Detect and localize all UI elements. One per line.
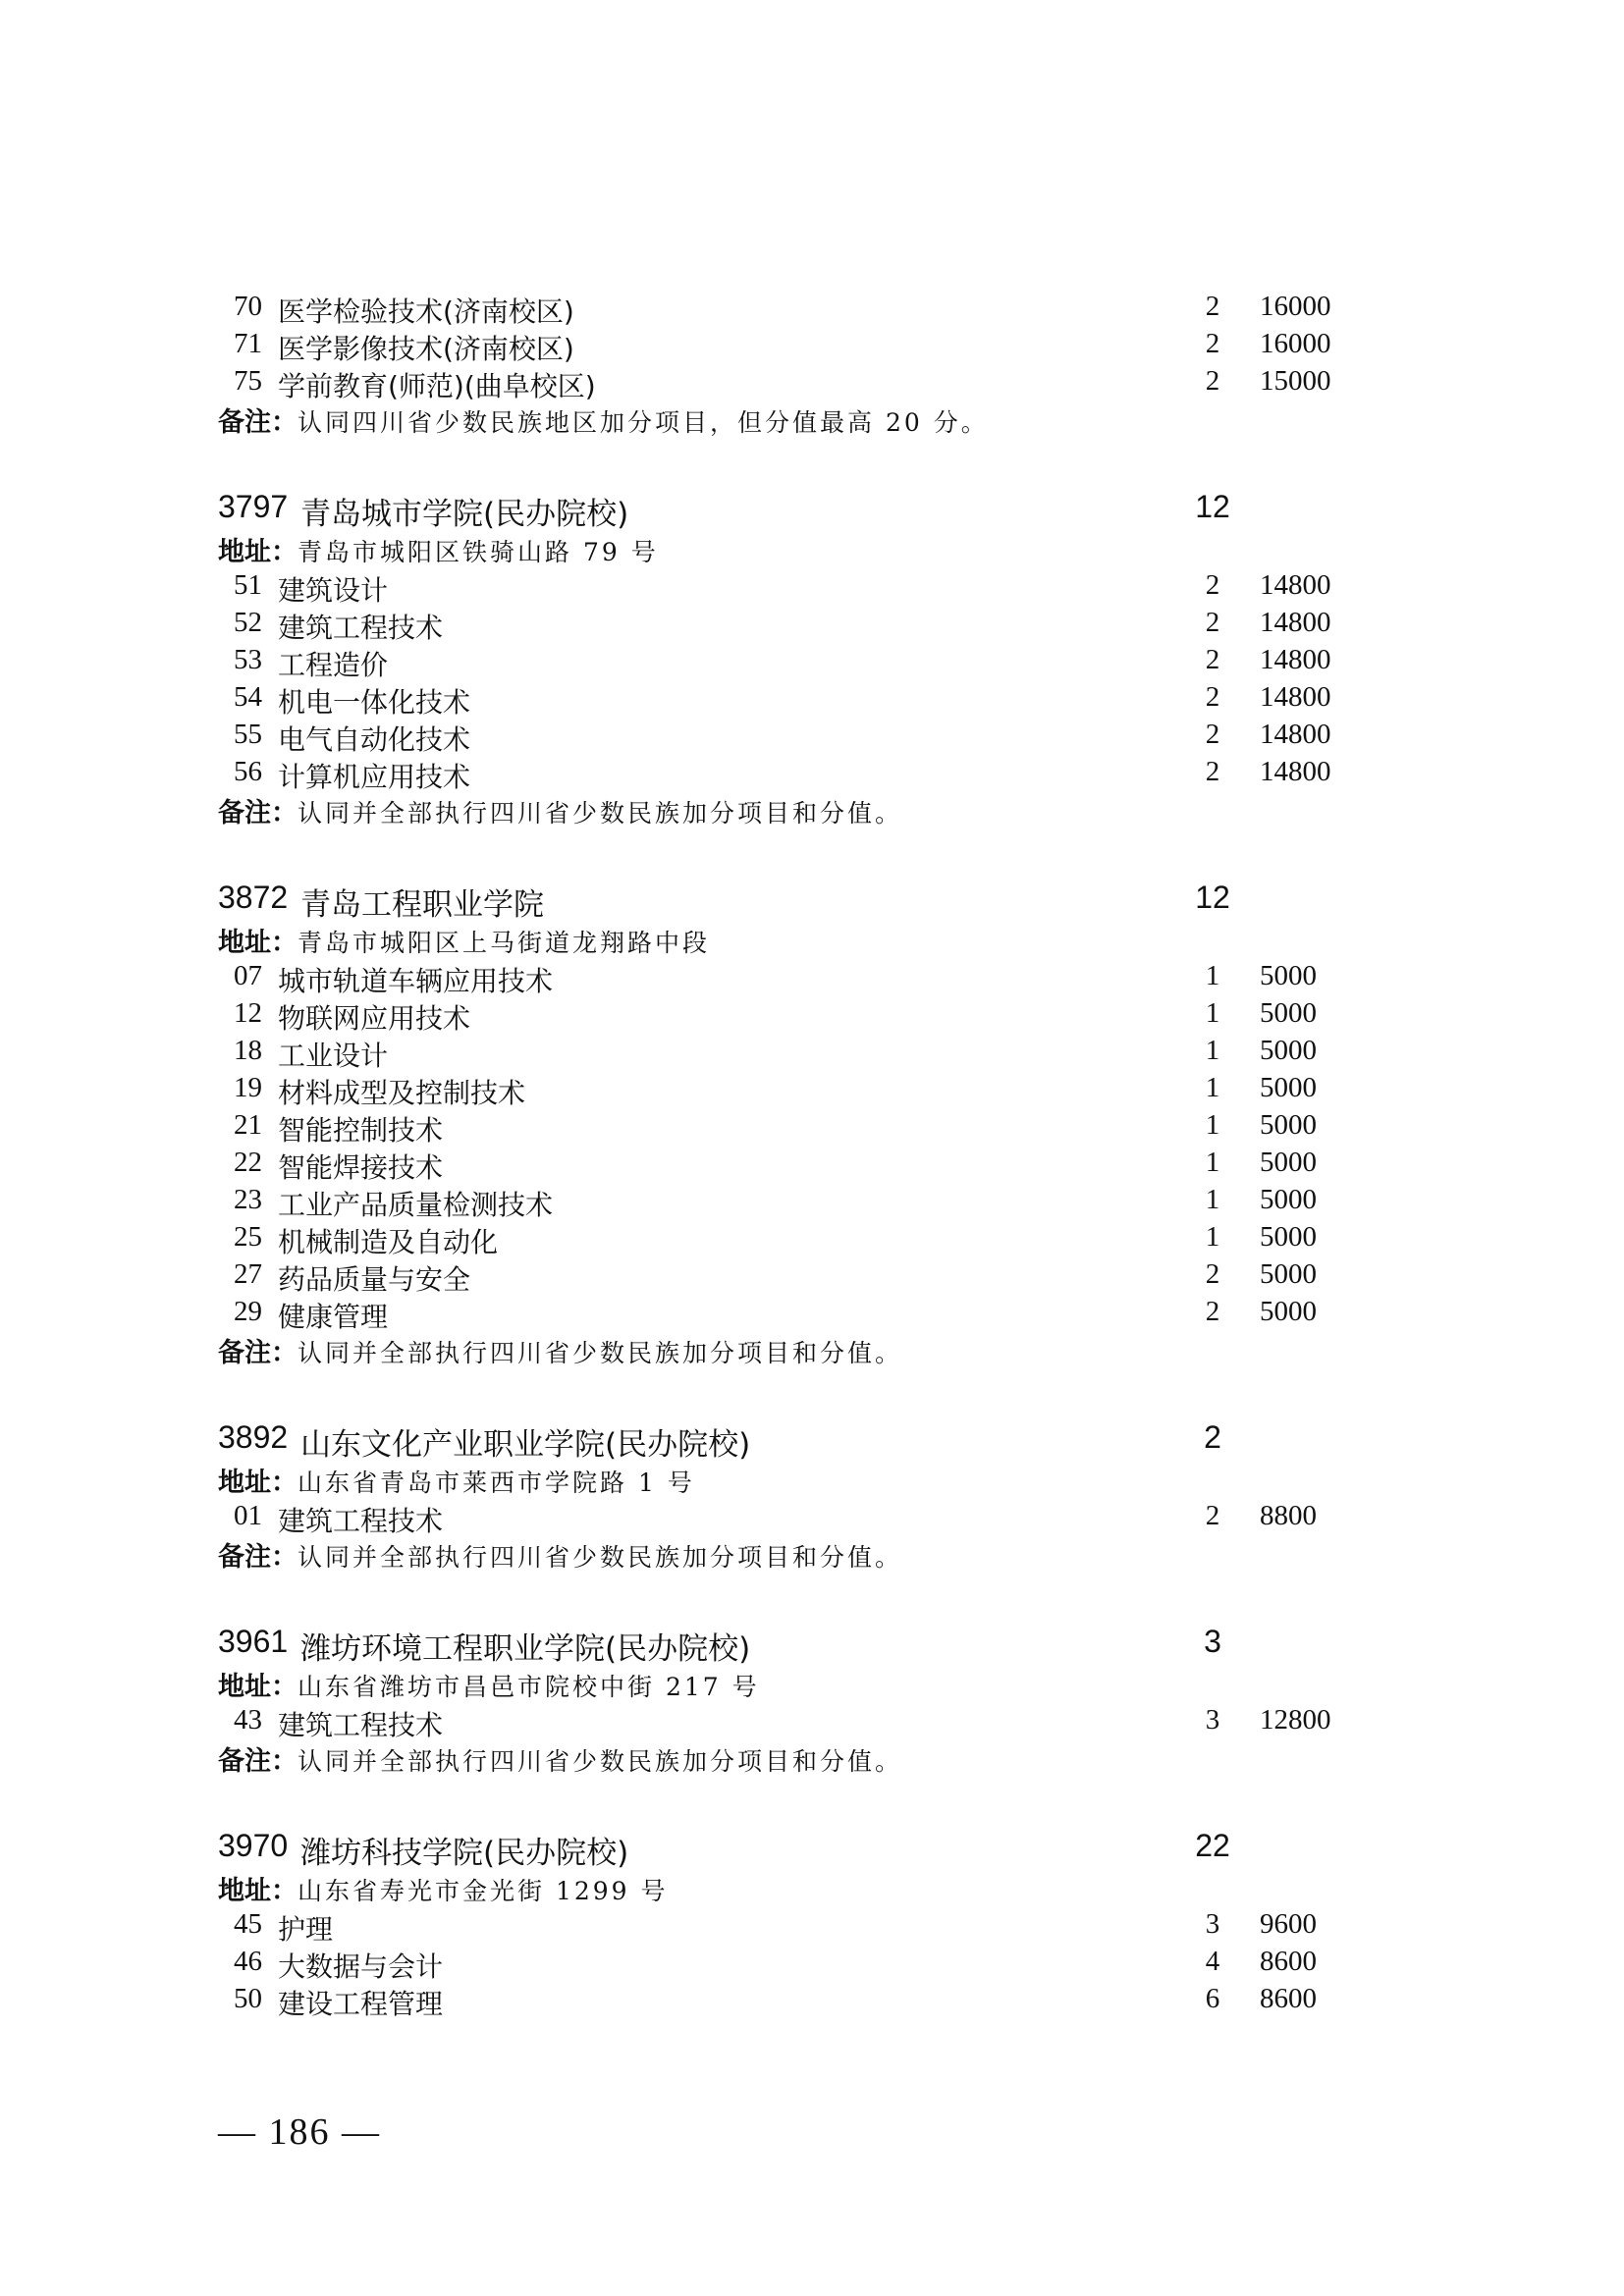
major-fee: 5000 [1260, 960, 1317, 991]
major-name: 建设工程管理 [278, 1988, 444, 2020]
major-fee: 15000 [1260, 365, 1331, 397]
institution-code: 3970 [218, 1828, 289, 1863]
note-line [218, 791, 1396, 828]
major-row [218, 1033, 1396, 1070]
major-name: 计算机应用技术 [278, 761, 471, 793]
address-text: 山东省寿光市金光街 1299 号 [298, 1877, 669, 1905]
major-count: 2 [1205, 328, 1220, 359]
major-row [218, 605, 1396, 642]
major-code: 51 [234, 569, 262, 601]
major-fee: 5000 [1260, 997, 1317, 1029]
major-count: 2 [1205, 1258, 1220, 1290]
address-label: 地址： [218, 1672, 298, 1702]
major-count: 2 [1205, 644, 1220, 675]
major-count: 2 [1205, 681, 1220, 713]
major-name: 医学检验技术(济南校区) [278, 295, 574, 328]
major-code: 22 [234, 1147, 262, 1178]
institution-total: 22 [1195, 1828, 1230, 1863]
page-number: — 186 — [218, 2111, 381, 2153]
major-fee: 5000 [1260, 1221, 1317, 1253]
address-line [218, 1665, 1396, 1702]
major-row [218, 1294, 1396, 1331]
note-text: 认同并全部执行四川省少数民族加分项目和分值。 [298, 1339, 903, 1367]
major-name: 城市轨道车辆应用技术 [278, 965, 554, 997]
major-count: 1 [1205, 960, 1220, 991]
major-fee: 14800 [1260, 607, 1331, 638]
major-row [218, 326, 1396, 363]
institution-header [218, 489, 1396, 532]
major-count: 2 [1205, 569, 1220, 601]
major-count: 1 [1205, 1035, 1220, 1066]
institution-total: 2 [1204, 1419, 1221, 1455]
major-code: 50 [234, 1983, 262, 2014]
major-code: 56 [234, 756, 262, 787]
major-code: 53 [234, 644, 262, 675]
address-line [218, 921, 1396, 958]
major-name: 工程造价 [278, 649, 389, 681]
major-fee: 8800 [1260, 1500, 1317, 1531]
major-count: 2 [1205, 291, 1220, 322]
major-fee: 5000 [1260, 1296, 1317, 1327]
institution-name: 青岛城市学院(民办院校) [300, 497, 629, 532]
major-code: 01 [234, 1500, 262, 1531]
note-label: 备注： [218, 1746, 298, 1777]
major-row [218, 363, 1396, 400]
major-name: 药品质量与安全 [278, 1263, 471, 1296]
major-count: 2 [1205, 1500, 1220, 1531]
note-label: 备注： [218, 1542, 298, 1573]
major-name: 工业设计 [278, 1040, 389, 1072]
major-code: 19 [234, 1072, 262, 1103]
major-code: 52 [234, 607, 262, 638]
major-name: 智能焊接技术 [278, 1151, 444, 1184]
major-name: 机电一体化技术 [278, 686, 471, 719]
note-text: 认同四川省少数民族地区加分项目，但分值最高 20 分。 [298, 408, 989, 437]
institution-code: 3872 [218, 880, 289, 915]
major-name: 工业产品质量检测技术 [278, 1189, 554, 1221]
major-code: 70 [234, 291, 262, 322]
major-row [218, 1145, 1396, 1182]
major-fee: 5000 [1260, 1147, 1317, 1178]
major-count: 1 [1205, 1072, 1220, 1103]
major-row [218, 1944, 1396, 1981]
major-fee: 14800 [1260, 569, 1331, 601]
major-code: 55 [234, 719, 262, 750]
major-code: 45 [234, 1908, 262, 1940]
major-code: 18 [234, 1035, 262, 1066]
major-name: 建筑设计 [278, 574, 389, 607]
note-line [218, 1739, 1396, 1777]
address-line [218, 530, 1396, 567]
major-row [218, 1107, 1396, 1145]
institution-name: 潍坊环境工程职业学院(民办院校) [300, 1631, 751, 1667]
major-fee: 8600 [1260, 1983, 1317, 2014]
major-name: 建筑工程技术 [278, 1505, 444, 1537]
major-fee: 5000 [1260, 1184, 1317, 1215]
major-fee: 5000 [1260, 1258, 1317, 1290]
major-fee: 5000 [1260, 1035, 1317, 1066]
institution-header [218, 1624, 1396, 1667]
major-row [218, 1219, 1396, 1256]
major-count: 1 [1205, 1109, 1220, 1141]
major-code: 71 [234, 328, 262, 359]
major-name: 医学影像技术(济南校区) [278, 333, 574, 365]
note-line [218, 400, 1396, 438]
major-row [218, 1906, 1396, 1944]
address-text: 青岛市城阳区铁骑山路 79 号 [298, 538, 659, 566]
major-fee: 14800 [1260, 681, 1331, 713]
major-code: 27 [234, 1258, 262, 1290]
major-fee: 5000 [1260, 1072, 1317, 1103]
major-row [218, 1070, 1396, 1107]
address-line [218, 1461, 1396, 1498]
major-count: 2 [1205, 607, 1220, 638]
major-fee: 9600 [1260, 1908, 1317, 1940]
major-code: 75 [234, 365, 262, 397]
major-code: 07 [234, 960, 262, 991]
major-row [218, 754, 1396, 791]
major-fee: 8600 [1260, 1946, 1317, 1977]
major-row [218, 679, 1396, 717]
institution-header [218, 1419, 1396, 1463]
major-row [218, 1981, 1396, 2018]
major-name: 护理 [278, 1913, 334, 1946]
major-name: 机械制造及自动化 [278, 1226, 499, 1258]
major-row [218, 958, 1396, 995]
major-fee: 16000 [1260, 291, 1331, 322]
institution-total: 12 [1195, 880, 1230, 915]
address-text: 山东省潍坊市昌邑市院校中街 217 号 [298, 1673, 760, 1701]
major-row [218, 1182, 1396, 1219]
institution-header [218, 880, 1396, 923]
major-row [218, 717, 1396, 754]
major-count: 2 [1205, 365, 1220, 397]
major-code: 54 [234, 681, 262, 713]
major-fee: 16000 [1260, 328, 1331, 359]
major-count: 2 [1205, 1296, 1220, 1327]
major-count: 1 [1205, 1184, 1220, 1215]
major-code: 23 [234, 1184, 262, 1215]
major-count: 1 [1205, 997, 1220, 1029]
institution-name: 潍坊科技学院(民办院校) [300, 1836, 629, 1871]
institution-header [218, 1828, 1396, 1871]
institution-total: 3 [1204, 1624, 1221, 1659]
major-fee: 14800 [1260, 644, 1331, 675]
address-label: 地址： [218, 1468, 298, 1498]
note-label: 备注： [218, 798, 298, 828]
note-label: 备注： [218, 407, 298, 438]
major-count: 2 [1205, 756, 1220, 787]
major-name: 学前教育(师范)(曲阜校区) [278, 370, 596, 402]
major-row [218, 1256, 1396, 1294]
note-text: 认同并全部执行四川省少数民族加分项目和分值。 [298, 1543, 903, 1572]
major-fee: 14800 [1260, 719, 1331, 750]
note-line [218, 1331, 1396, 1368]
major-fee: 5000 [1260, 1109, 1317, 1141]
major-count: 1 [1205, 1147, 1220, 1178]
address-text: 青岛市城阳区上马街道龙翔路中段 [298, 929, 711, 957]
institution-total: 12 [1195, 489, 1230, 524]
note-text: 认同并全部执行四川省少数民族加分项目和分值。 [298, 799, 903, 828]
major-count: 1 [1205, 1221, 1220, 1253]
major-name: 健康管理 [278, 1301, 389, 1333]
major-fee: 12800 [1260, 1704, 1331, 1735]
major-code: 29 [234, 1296, 262, 1327]
address-label: 地址： [218, 1876, 298, 1906]
major-count: 4 [1205, 1946, 1220, 1977]
address-text: 山东省青岛市莱西市学院路 1 号 [298, 1468, 695, 1497]
major-row [218, 1702, 1396, 1739]
major-code: 43 [234, 1704, 262, 1735]
institution-name: 青岛工程职业学院 [300, 887, 544, 923]
major-count: 6 [1205, 1983, 1220, 2014]
note-text: 认同并全部执行四川省少数民族加分项目和分值。 [298, 1747, 903, 1776]
address-label: 地址： [218, 537, 298, 567]
major-name: 电气自动化技术 [278, 723, 471, 756]
major-row [218, 995, 1396, 1033]
major-name: 物联网应用技术 [278, 1002, 471, 1035]
major-fee: 14800 [1260, 756, 1331, 787]
major-row [218, 289, 1396, 326]
note-label: 备注： [218, 1338, 298, 1368]
institution-name: 山东文化产业职业学院(民办院校) [300, 1427, 751, 1463]
major-name: 智能控制技术 [278, 1114, 444, 1147]
address-label: 地址： [218, 928, 298, 958]
major-name: 建筑工程技术 [278, 1709, 444, 1741]
major-name: 大数据与会计 [278, 1950, 444, 1983]
major-count: 3 [1205, 1908, 1220, 1940]
major-count: 2 [1205, 719, 1220, 750]
major-code: 21 [234, 1109, 262, 1141]
major-row [218, 1498, 1396, 1535]
institution-code: 3961 [218, 1624, 289, 1659]
major-row [218, 642, 1396, 679]
major-name: 建筑工程技术 [278, 612, 444, 644]
institution-code: 3892 [218, 1419, 289, 1455]
major-code: 25 [234, 1221, 262, 1253]
major-code: 46 [234, 1946, 262, 1977]
major-row [218, 567, 1396, 605]
major-code: 12 [234, 997, 262, 1029]
institution-code: 3797 [218, 489, 289, 524]
address-line [218, 1869, 1396, 1906]
major-name: 材料成型及控制技术 [278, 1077, 526, 1109]
major-count: 3 [1205, 1704, 1220, 1735]
note-line [218, 1535, 1396, 1573]
